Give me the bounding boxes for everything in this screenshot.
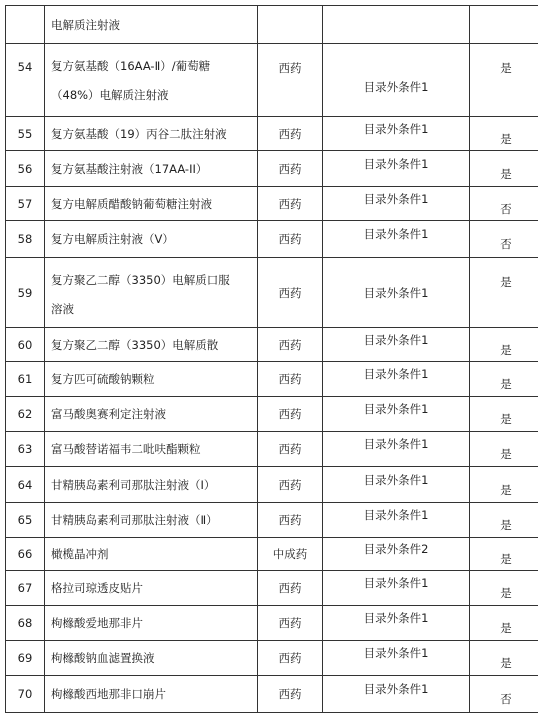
row-number: 58 bbox=[6, 221, 45, 258]
row-number: 62 bbox=[6, 397, 45, 432]
condition bbox=[323, 258, 470, 328]
condition bbox=[323, 571, 470, 606]
drug-name-line: 复方氨基酸（16AA-Ⅱ）/葡萄糖 bbox=[51, 59, 211, 73]
flag bbox=[470, 641, 538, 676]
condition-text: 目录外条件1 bbox=[363, 332, 429, 347]
drug-name-line: 甘精胰岛素利司那肽注射液（Ⅱ） bbox=[51, 513, 218, 527]
drug-type: 西药 bbox=[258, 328, 323, 362]
row-number bbox=[6, 6, 45, 44]
drug-type: 西药 bbox=[258, 44, 323, 117]
drug-type: 西药 bbox=[258, 221, 323, 258]
condition-text: 目录外条件1 bbox=[363, 227, 429, 241]
drug-name-line: 枸橼酸爱地那非片 bbox=[51, 616, 143, 630]
condition bbox=[323, 467, 470, 503]
drug-type bbox=[258, 6, 323, 44]
drug-name bbox=[45, 397, 258, 432]
drug-type: 西药 bbox=[258, 117, 323, 151]
drug-type: 西药 bbox=[258, 432, 323, 467]
drug-name bbox=[45, 258, 258, 328]
drug-type: 西药 bbox=[258, 641, 323, 676]
flag-text: 是 bbox=[500, 166, 512, 181]
drug-type: 西药 bbox=[258, 397, 323, 432]
flag bbox=[470, 571, 538, 606]
flag-text: 否 bbox=[500, 692, 512, 706]
drug-table-body bbox=[6, 6, 538, 713]
drug-name bbox=[45, 44, 258, 117]
table-row bbox=[6, 44, 538, 117]
condition-text: 目录外条件2 bbox=[363, 542, 429, 556]
drug-type: 西药 bbox=[258, 187, 323, 221]
table-row bbox=[6, 641, 538, 676]
row-number: 55 bbox=[6, 117, 45, 151]
drug-name-line: 复方电解质醋酸钠葡萄糖注射液 bbox=[51, 196, 212, 211]
flag bbox=[470, 328, 538, 362]
flag bbox=[470, 676, 538, 713]
drug-name-line: 格拉司琼透皮贴片 bbox=[51, 581, 143, 595]
table-row bbox=[6, 258, 538, 328]
condition bbox=[323, 606, 470, 641]
flag bbox=[470, 117, 538, 151]
drug-name-line: 富马酸奥赛利定注射液 bbox=[51, 407, 166, 421]
drug-type: 西药 bbox=[258, 467, 323, 503]
row-number: 61 bbox=[6, 362, 45, 397]
drug-type: 西药 bbox=[258, 571, 323, 606]
drug-name-line: 复方聚乙二醇（3350）电解质散 bbox=[51, 337, 219, 352]
condition-text: 目录外条件1 bbox=[363, 576, 429, 590]
condition-text: 目录外条件1 bbox=[363, 367, 429, 381]
row-number: 65 bbox=[6, 503, 45, 538]
flag-text: 是 bbox=[500, 275, 512, 289]
drug-type: 西药 bbox=[258, 151, 323, 187]
condition bbox=[323, 676, 470, 713]
flag-text: 是 bbox=[500, 377, 512, 391]
row-number: 68 bbox=[6, 606, 45, 641]
row-number: 67 bbox=[6, 571, 45, 606]
condition-text: 目录外条件1 bbox=[363, 80, 429, 94]
row-number: 63 bbox=[6, 432, 45, 467]
condition bbox=[323, 397, 470, 432]
condition-text: 目录外条件1 bbox=[363, 508, 429, 522]
table-row bbox=[6, 221, 538, 258]
flag bbox=[470, 397, 538, 432]
drug-name bbox=[45, 571, 258, 606]
drug-name-line: 复方电解质注射液（V） bbox=[51, 232, 174, 246]
flag bbox=[470, 6, 538, 44]
table-row bbox=[6, 187, 538, 221]
condition bbox=[323, 44, 470, 117]
flag-text: 是 bbox=[500, 131, 512, 146]
condition bbox=[323, 151, 470, 187]
drug-type: 西药 bbox=[258, 362, 323, 397]
table-row bbox=[6, 432, 538, 467]
table-row bbox=[6, 397, 538, 432]
drug-name: 电解质注射液 bbox=[45, 6, 258, 44]
row-number: 59 bbox=[6, 258, 45, 328]
drug-name-line: 枸橼酸钠血滤置换液 bbox=[51, 651, 155, 665]
drug-name-line: 橄榄晶冲剂 bbox=[51, 547, 109, 561]
flag bbox=[470, 258, 538, 328]
table-row bbox=[6, 503, 538, 538]
condition-text: 目录外条件1 bbox=[363, 472, 429, 487]
flag bbox=[470, 151, 538, 187]
row-number: 60 bbox=[6, 328, 45, 362]
flag bbox=[470, 187, 538, 221]
table-row bbox=[6, 538, 538, 571]
drug-name bbox=[45, 432, 258, 467]
table-row bbox=[6, 606, 538, 641]
row-number: 57 bbox=[6, 187, 45, 221]
flag bbox=[470, 467, 538, 503]
condition bbox=[323, 362, 470, 397]
drug-name bbox=[45, 467, 258, 503]
condition bbox=[323, 187, 470, 221]
row-number: 69 bbox=[6, 641, 45, 676]
drug-name bbox=[45, 641, 258, 676]
drug-name-line: 甘精胰岛素利司那肽注射液（Ⅰ） bbox=[51, 477, 216, 492]
drug-name-line: 复方氨基酸注射液（17AA-II） bbox=[51, 161, 208, 176]
drug-name bbox=[45, 606, 258, 641]
drug-type: 西药 bbox=[258, 503, 323, 538]
drug-name bbox=[45, 117, 258, 151]
drug-name bbox=[45, 187, 258, 221]
condition-text: 目录外条件1 bbox=[363, 611, 429, 625]
table-row bbox=[6, 328, 538, 362]
row-number: 54 bbox=[6, 44, 45, 117]
table-row bbox=[6, 117, 538, 151]
flag-text: 是 bbox=[500, 412, 512, 426]
flag-text: 是 bbox=[500, 621, 512, 635]
drug-name-line: 溶液 bbox=[51, 302, 74, 316]
table-row-fragment bbox=[6, 6, 538, 44]
drug-table bbox=[5, 5, 538, 713]
flag-text: 是 bbox=[500, 586, 512, 600]
drug-name bbox=[45, 676, 258, 713]
condition-text: 目录外条件1 bbox=[363, 191, 429, 206]
drug-type: 西药 bbox=[258, 258, 323, 328]
table-row bbox=[6, 467, 538, 503]
flag bbox=[470, 221, 538, 258]
drug-name bbox=[45, 362, 258, 397]
flag-text: 是 bbox=[500, 447, 512, 461]
drug-name-line: 富马酸替诺福韦二吡呋酯颗粒 bbox=[51, 442, 201, 456]
row-number: 70 bbox=[6, 676, 45, 713]
condition bbox=[323, 538, 470, 571]
flag-text: 是 bbox=[500, 518, 512, 532]
drug-type: 西药 bbox=[258, 676, 323, 713]
condition-text: 目录外条件1 bbox=[363, 285, 429, 300]
flag-text: 是 bbox=[500, 656, 512, 670]
drug-type: 西药 bbox=[258, 606, 323, 641]
drug-type: 中成药 bbox=[258, 538, 323, 571]
table-row bbox=[6, 362, 538, 397]
flag-text: 是 bbox=[500, 552, 512, 566]
condition-text: 目录外条件1 bbox=[363, 437, 429, 451]
condition-text: 目录外条件1 bbox=[363, 402, 429, 416]
drug-name bbox=[45, 328, 258, 362]
drug-name bbox=[45, 151, 258, 187]
flag-text: 是 bbox=[500, 482, 512, 497]
drug-name-line: 复方氨基酸（19）丙谷二肽注射液 bbox=[51, 126, 227, 141]
flag bbox=[470, 44, 538, 117]
condition-text: 目录外条件1 bbox=[363, 156, 429, 171]
flag-text: 是 bbox=[500, 61, 512, 75]
condition bbox=[323, 328, 470, 362]
drug-name bbox=[45, 221, 258, 258]
condition-text: 目录外条件1 bbox=[363, 646, 429, 660]
drug-name-line: 枸橼酸西地那非口崩片 bbox=[51, 687, 166, 701]
condition bbox=[323, 6, 470, 44]
row-number: 64 bbox=[6, 467, 45, 503]
condition-text: 目录外条件1 bbox=[363, 682, 429, 696]
table-row bbox=[6, 571, 538, 606]
flag bbox=[470, 503, 538, 538]
drug-name-line: 复方聚乙二醇（3350）电解质口服 bbox=[51, 273, 230, 287]
flag-text: 否 bbox=[500, 201, 512, 216]
flag-text: 是 bbox=[500, 342, 512, 357]
row-number: 56 bbox=[6, 151, 45, 187]
condition bbox=[323, 503, 470, 538]
flag bbox=[470, 606, 538, 641]
row-number: 66 bbox=[6, 538, 45, 571]
drug-name bbox=[45, 538, 258, 571]
condition bbox=[323, 641, 470, 676]
condition-text: 目录外条件1 bbox=[363, 121, 429, 136]
flag bbox=[470, 538, 538, 571]
table-row bbox=[6, 676, 538, 713]
drug-name bbox=[45, 503, 258, 538]
table-row bbox=[6, 151, 538, 187]
flag-text: 否 bbox=[500, 237, 512, 251]
drug-name-line: （48%）电解质注射液 bbox=[51, 88, 169, 102]
condition bbox=[323, 221, 470, 258]
flag bbox=[470, 432, 538, 467]
condition bbox=[323, 432, 470, 467]
condition bbox=[323, 117, 470, 151]
drug-name-line: 复方匹可硫酸钠颗粒 bbox=[51, 372, 155, 386]
flag bbox=[470, 362, 538, 397]
